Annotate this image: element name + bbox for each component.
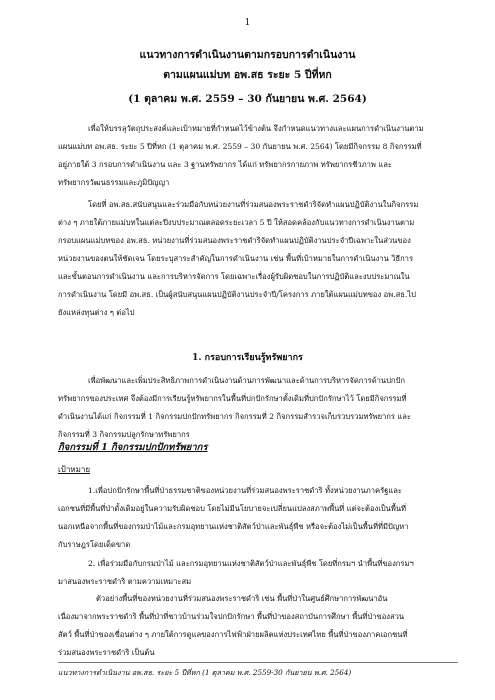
text-line: 1.เพื่อปกปักรักษาพื้นที่ป่าธรรมชาติของหน่วยงานที่ร่วมสนองพระราชดำริ ทั้งหน่วยงานภาครัฐและ [88,486,402,495]
text-line: สัตว์ พื้นที่ป่าของเขื่อนต่าง ๆ ภายใต้การดูแลของการไฟฟ้าฝ่ายผลิตแห่งประเทศไทย พื้นที่ป่าของภาคเอกชนที่ [58,630,408,639]
text-line: การดำเนินงาน โดยมี อพ.สธ. เป็นผู้สนับสนุนแผนปฏิบัติงานประจำปี/โครงการ ภายใต้แผนแม่บทของ อพ.สธ.ไป [58,290,416,299]
intro-paragraph [58,120,458,192]
text-line: ทรัพยากรวัฒนธรรมและภูมิปัญญา [58,178,170,187]
document-title-line-1: แนวทางการดำเนินงานตามกรอบการดำเนินงาน [139,49,356,61]
activity-1-heading: กิจกรรมที่ 1 กิจกรรมปกปักทรัพยากร [58,442,208,453]
goal-2-paragraph [58,555,458,591]
document-title-line-2: ตามแผนแม่บท อพ.สธ ระยะ 5 ปีที่หก [163,69,332,81]
text-line: เนื่องมาจากพระราชดำริ พื้นที่ป่าที่ชาวบ้านร่วมใจปกปักรักษา พื้นที่ป่าของสถาบันการศึกษา พื้นที่ป่าของสวน [58,612,405,621]
text-line: นอกเหนือจากพื้นที่ของกรมป่าไม้และกรมอุทยานแห่งชาติสัตว์ป่าและพันธุ์พืช หรือจะต้องไม่เป็นพื้นที่ที่มีปัญหา [58,522,409,531]
text-line: ดำเนินงานได้แก่ กิจกรรมที่ 1 กิจกรรมปกปักทรัพยากร กิจกรรมที่ 2 กิจกรรมสำรวจเก็บรวบรวมทรัพยากร และ [58,412,412,421]
text-line: เอกชนที่มีพื้นที่ป่าดั้งเดิมอยู่ในความรับผิดชอบ โดยไม่มีนโยบายจะเปลี่ยนแปลงสภาพพื้นที่ แต่จะต้องเป็นพื้นที่ [58,504,407,513]
text-line: กับราษฎรโดยเด็ดขาด [58,540,131,549]
text-line: 2. เพื่อร่วมมือกับกรมป่าไม้ และกรมอุทยานแห่งชาติสัตว์ป่าและพันธุ์พืช โดยที่กรมฯ นำพื้นที่ของกรมฯ [88,559,414,568]
text-line: โดยที่ อพ.สธ.สนับสนุนและร่วมมือกับหน่วยงานที่ร่วมสนองพระราชดำริจัดทำแผนปฏิบัติงานในกิจกรรม [88,200,419,209]
text-line: เพื่อพัฒนาและเพิ่มประสิทธิภาพการดำเนินงานด้านการพัฒนาและด้านการบริหารจัดการด้านปกปัก [88,376,405,385]
footer-divider [58,662,458,663]
section-1-paragraph [58,372,458,444]
text-line: และขั้นตอนการดำเนินงาน และการบริหารจัดการ โดยเฉพาะเรื่องผู้รับผิดชอบในการปฏิบัติและงบประมาณใน [58,272,410,281]
example-paragraph [58,590,458,662]
page-footer: แนวทางการดำเนินงาน อพ.สธ. ระยะ 5 ปีที่หก (1 ตุลาคม พ.ศ. 2559-30 กันยายน พ.ศ. 2564) [58,668,352,677]
text-line: แผนแม่บท อพ.สธ. ระยะ 5 ปีที่หก (1 ตุลาคม พ.ศ. 2559 – 30 กันยายน พ.ศ. 2564) โดยมีกิจกรรม 8 กิจกรรมที่ [58,142,422,151]
text-line: ตัวอย่างพื้นที่ของหน่วยงานที่ร่วมสนองพระราชดำริ เช่น พื้นที่ป่าในศูนย์ศึกษาการพัฒนาอัน [96,594,388,603]
section-1-heading: 1. กรอบการเรียนรู้ทรัพยากร [192,353,303,363]
support-paragraph [58,196,458,322]
text-line: ยังแหล่งทุนต่าง ๆ ต่อไป [58,308,135,317]
text-line: มาสนองพระราชดำริ ตามความเหมาะสม [58,577,192,586]
text-line: กรอบแผนแม่บทของ อพ.สธ. หน่วยงานที่ร่วมสนองพระราชดำริจัดทำแผนปฏิบัติงานประจำปีเฉพาะในส่วนของ [58,236,411,245]
text-line: อยู่ภายใต้ 3 กรอบการดำเนินงาน และ 3 ฐานทรัพยากร ได้แก่ ทรัพยากรกายภาพ ทรัพยากรชีวภาพ และ [58,160,392,169]
text-line: กิจกรรมที่ 3 กิจกรรมปลูกรักษาทรัพยากร [58,430,190,439]
text-line: ต่าง ๆ ภายใต้ภายแม่บทในแต่ละปีงบประมาณตลอดระยะเวลา 5 ปี ให้สอดคล้องกับแนวทางการดำเนินงานตาม [58,218,415,227]
text-line: ร่วมสนองพระราชดำริ เป็นต้น [58,648,155,657]
text-line: หน่วยงานของตนให้ชัดเจน โดยระบุสาระสำคัญในการดำเนินงาน เช่น พื้นที่เป้าหมายในการดำเนินงาน วิธีการ [58,254,414,263]
text-line: เพื่อให้บรรลุวัตถุประสงค์และเป้าหมายที่กำหนดไว้ข้างต้น จึงกำหนดแนวทางและแผนการดำเนินงานตาม [88,124,424,133]
goal-label: เป้าหมาย [58,465,91,474]
page-number: 1 [244,18,251,28]
goal-1-paragraph [58,482,458,554]
text-line: ทรัพยากรของประเทศ จึงต้องมีการเรียนรู้ทรัพยากรในพื้นที่ปกปักรักษาตั้งเดิมที่ปกปักรักษาไว้ โดยมีกิจกรรมที่ [58,394,407,403]
document-title-line-3: (1 ตุลาคม พ.ศ. 2559 – 30 กันยายน พ.ศ. 2564) [128,93,367,105]
